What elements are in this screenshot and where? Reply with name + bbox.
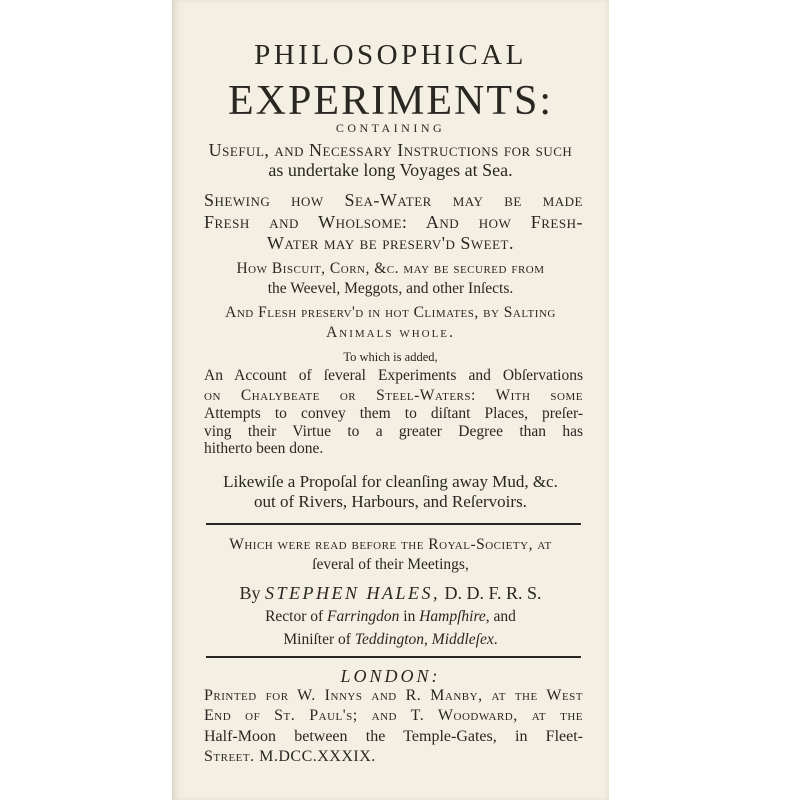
title-line-1: PHILOSOPHICAL bbox=[254, 39, 527, 71]
body-p2-line-3: Water may be preſerv'd Sweet. bbox=[266, 233, 514, 253]
author-line bbox=[172, 584, 609, 602]
rector-and: , and bbox=[485, 608, 516, 625]
divider-rule-2 bbox=[206, 656, 581, 658]
body-p1-line-1: Uſeful, and Neceſſary Instructions for ſuch bbox=[208, 140, 573, 160]
body-p3-line-2: the Weevel, Meggots, and other Inſects. bbox=[267, 280, 514, 297]
divider-rule-1 bbox=[206, 523, 581, 525]
body-p5-line-5: hitherto been done. bbox=[204, 440, 324, 457]
added-label: To which is added, bbox=[343, 350, 438, 364]
by-word: By bbox=[239, 583, 261, 603]
read-line-1: Which were read before the Royal-Society, at bbox=[229, 536, 552, 553]
imprint-city: LONDON: bbox=[340, 666, 441, 686]
body-p1-line-2: as undertake long Voyages at Sea. bbox=[268, 160, 513, 180]
minister-period: . bbox=[493, 631, 498, 648]
containing-label: CONTAINING bbox=[335, 121, 446, 135]
minister-comma: , bbox=[424, 631, 432, 648]
body-p6-line-2: out of Rivers, Harbours, and Reſervoirs. bbox=[254, 492, 527, 511]
author-degrees: D. D. F. R. S. bbox=[444, 583, 542, 603]
body-p5-line-2: on Chalybeate or Steel-Waters: With ſome bbox=[204, 387, 583, 404]
body-p6-line-1: Likewiſe a Propoſal for cleanſing away Mud, &c. bbox=[223, 472, 558, 491]
body-p4-line-1: And Flesh preſerv'd in hot Climates, by Salting bbox=[225, 304, 556, 321]
rector-text: Rector of bbox=[265, 608, 328, 625]
rector-in: in bbox=[399, 608, 420, 625]
title-page bbox=[172, 0, 609, 800]
minister-parish: Teddington bbox=[354, 631, 425, 648]
body-p2-line-1: Shewing how Sea-Water may be made bbox=[204, 190, 583, 210]
body-p2-line-2: Fresh and Wholsome: And how Fresh- bbox=[204, 212, 583, 232]
imprint-line-1: Printed for W. Innys and R. Manby, at the Weſt bbox=[204, 687, 583, 704]
rector-county: Hampſhire bbox=[419, 608, 486, 625]
rector-line bbox=[172, 609, 609, 625]
body-p5-line-4: ving their Virtue to a greater Degree than has bbox=[204, 423, 583, 440]
minister-text: Miniſter of bbox=[283, 631, 355, 648]
minister-county: Middleſex bbox=[431, 631, 494, 648]
rector-parish: Farringdon bbox=[327, 608, 400, 625]
body-p3-line-1: How Biscuit, Corn, &c. may be ſecured from bbox=[236, 260, 545, 277]
imprint-line-2: End of St. Paul's; and T. Woodward, at the bbox=[204, 707, 583, 724]
imprint-line-3: Half-Moon between the Temple-Gates, in Fleet- bbox=[204, 728, 583, 745]
read-line-2: ſeveral of their Meetings, bbox=[312, 556, 469, 573]
body-p5-line-1: An Account of ſeveral Experiments and Obſervations bbox=[204, 367, 583, 384]
imprint-line-4: Street. M.DCC.XXXIX. bbox=[204, 748, 376, 765]
body-p4-line-2: Animals whole. bbox=[326, 324, 455, 341]
author-name: STEPHEN HALES, bbox=[264, 583, 440, 603]
minister-line bbox=[172, 632, 609, 648]
body-p5-line-3: Attempts to convey them to diſtant Places, preſer- bbox=[204, 405, 583, 422]
title-line-2: EXPERIMENTS: bbox=[227, 78, 553, 124]
